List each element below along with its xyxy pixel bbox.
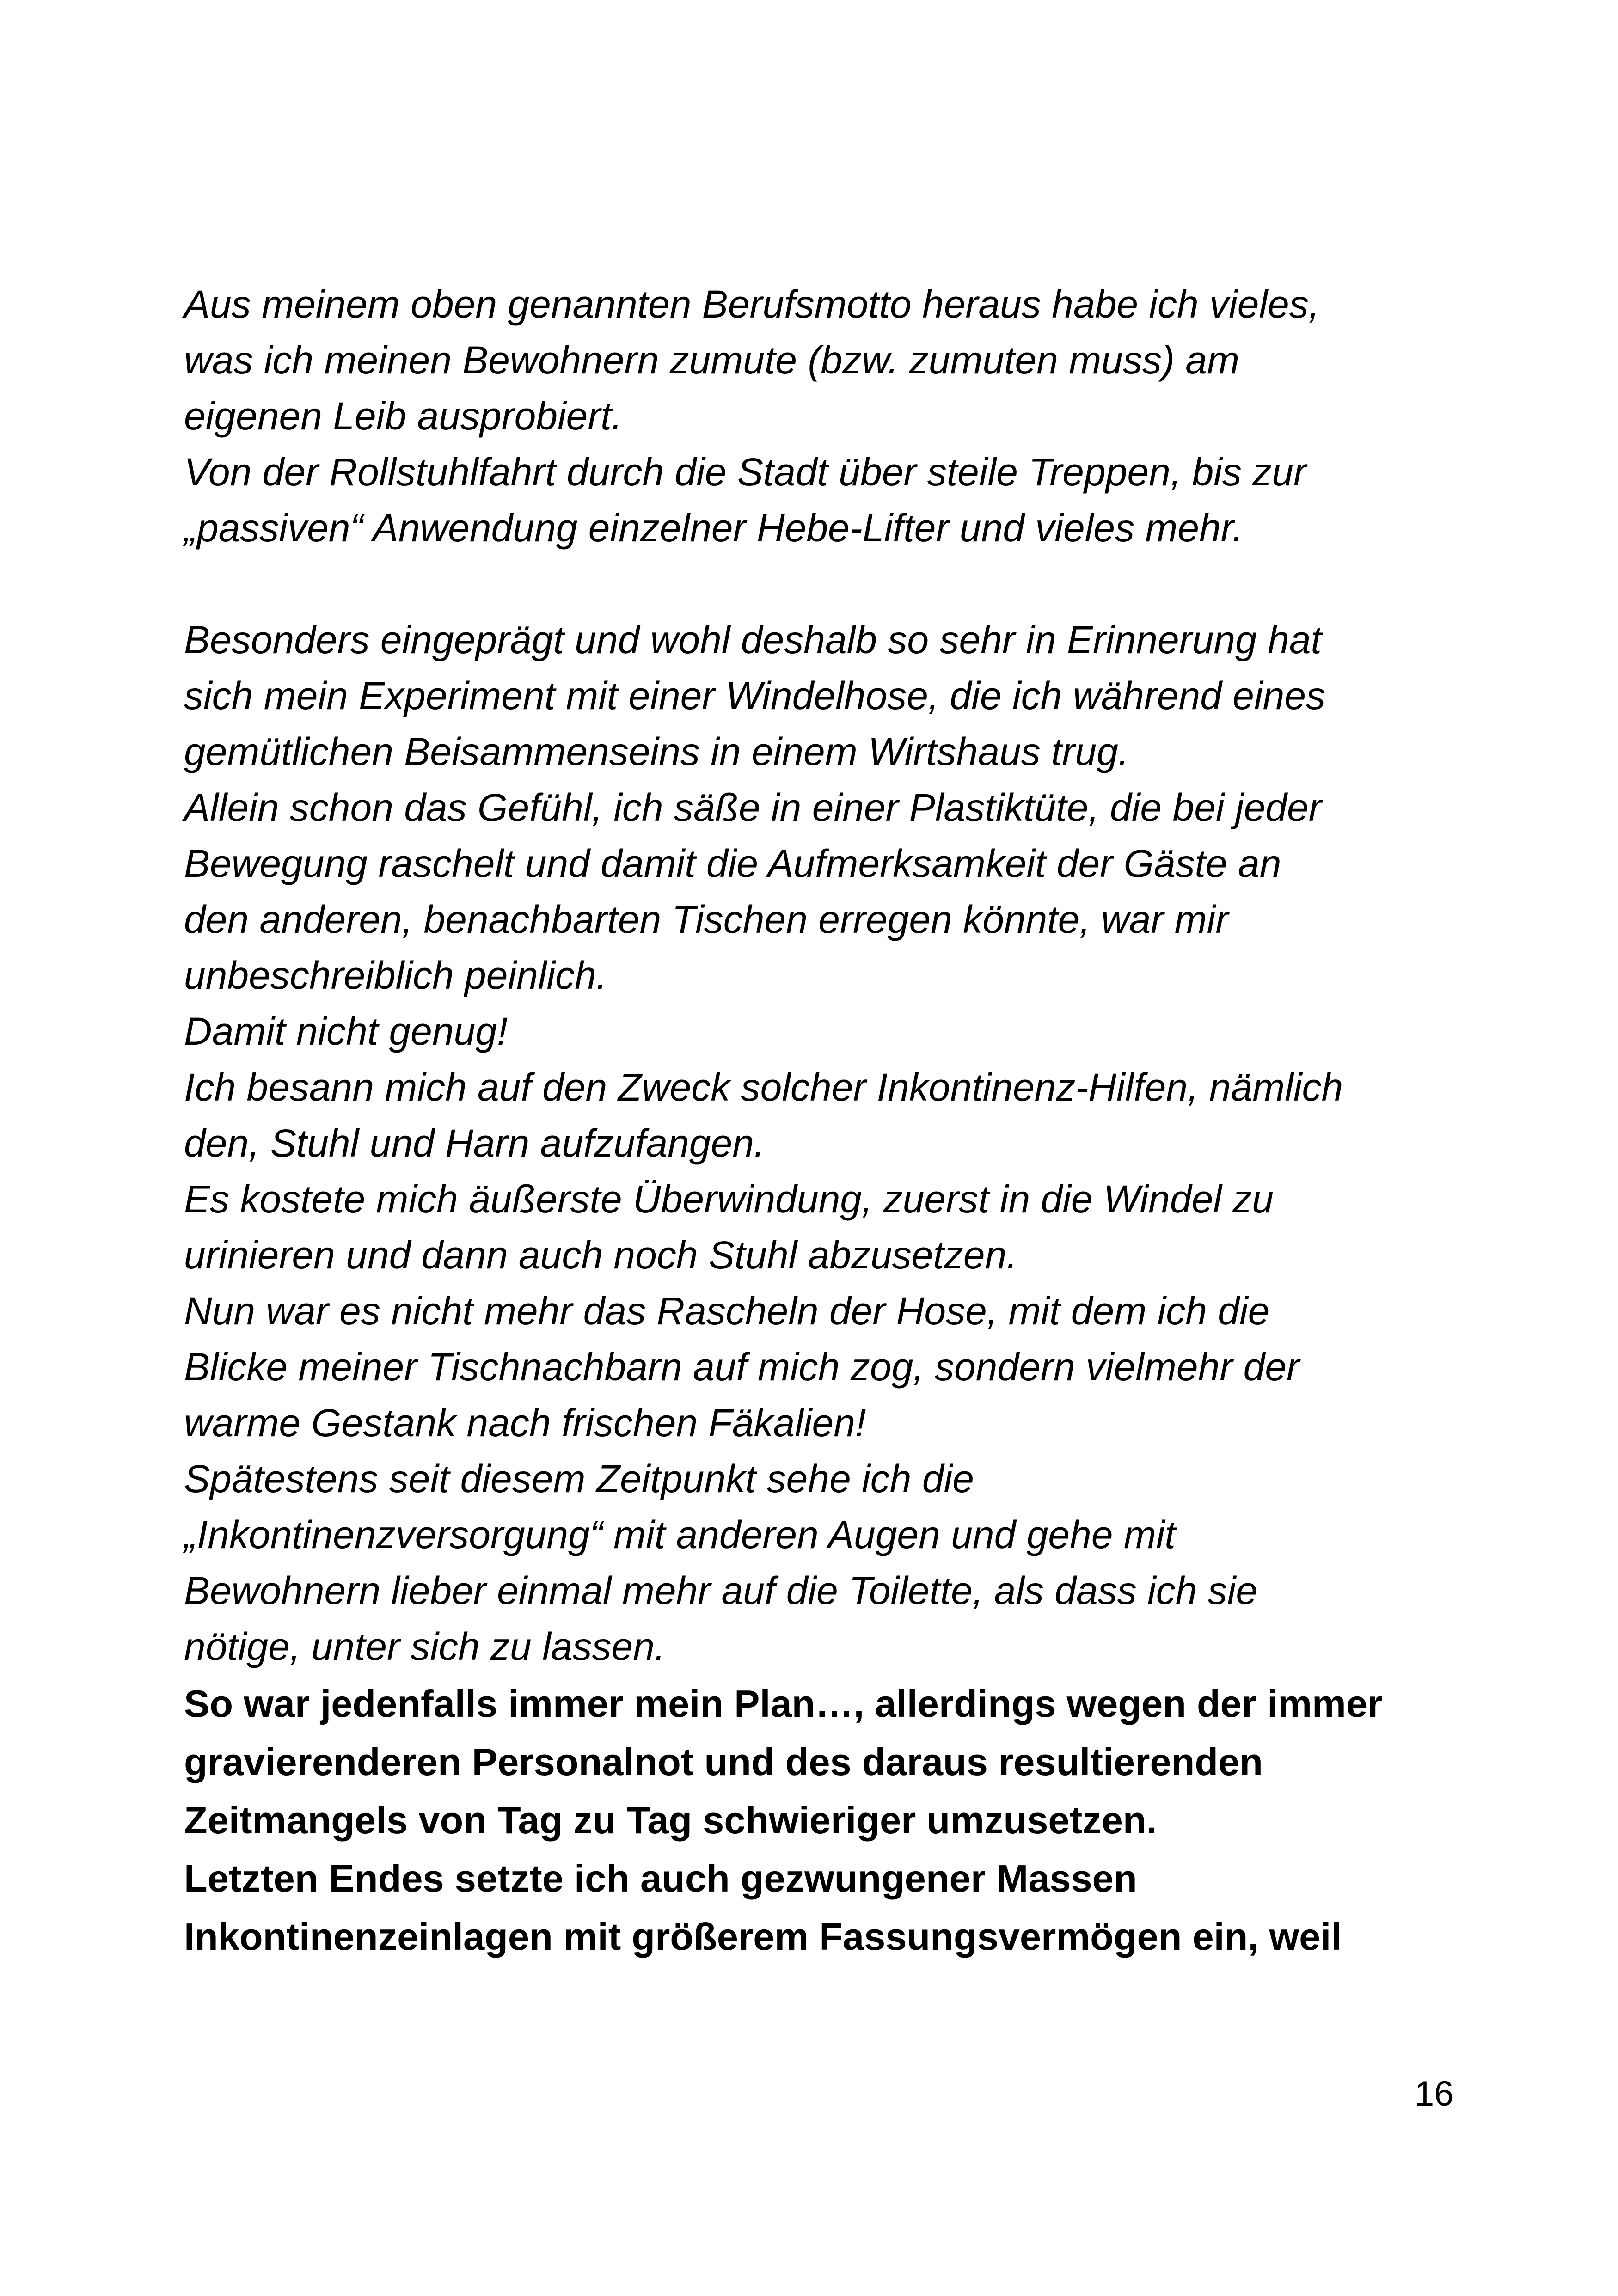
text-line: Aus meinem oben genannten Berufsmotto heraus habe ich vieles,	[184, 282, 1320, 326]
text-line: „passiven“ Anwendung einzelner Hebe-Lifter und vieles mehr.	[184, 506, 1244, 550]
text-line: Ich besann mich auf den Zweck solcher Inkontinenz-Hilfen, nämlich	[184, 1065, 1343, 1109]
text-line: den anderen, benachbarten Tischen erregen könnte, war mir	[184, 898, 1229, 941]
text-line: Letzten Endes setzte ich auch gezwungener Massen	[184, 1857, 1137, 1900]
text-line: Es kostete mich äußerste Überwindung, zuerst in die Windel zu	[184, 1177, 1274, 1221]
text-line: Damit nicht genug!	[184, 1010, 508, 1053]
text-line: Allein schon das Gefühl, ich säße in einer Plastiktüte, die bei jeder	[184, 786, 1322, 829]
text-line: gemütlichen Beisammenseins in einem Wirtshaus trug.	[184, 730, 1129, 773]
body-text	[184, 276, 1478, 1966]
text-line: Blicke meiner Tischnachbarn auf mich zog, sondern vielmehr der	[184, 1345, 1300, 1389]
page-number: 16	[1415, 2074, 1454, 2113]
text-line: sich mein Experiment mit einer Windelhose, die ich während eines	[184, 674, 1326, 717]
text-line: unbeschreiblich peinlich.	[184, 954, 607, 997]
paragraph-spacer	[184, 556, 1478, 612]
text-line: den, Stuhl und Harn aufzufangen.	[184, 1121, 765, 1165]
text-line: Spätestens seit diesem Zeitpunkt sehe ich die	[184, 1457, 974, 1500]
text-line: Bewegung raschelt und damit die Aufmerksamkeit der Gäste an	[184, 842, 1281, 885]
text-line: was ich meinen Bewohnern zumute (bzw. zumuten muss) am	[184, 338, 1239, 382]
text-line: Zeitmangels von Tag zu Tag schwieriger umzusetzen.	[184, 1799, 1157, 1842]
text-line: Besonders eingeprägt und wohl deshalb so sehr in Erinnerung hat	[184, 618, 1322, 661]
text-line: eigenen Leib ausprobiert.	[184, 394, 623, 438]
italic-paragraph-intro	[184, 276, 1478, 556]
text-line: So war jedenfalls immer mein Plan…, allerdings wegen der immer	[184, 1682, 1383, 1725]
italic-paragraph-experiment	[184, 612, 1478, 1675]
text-line: Von der Rollstuhlfahrt durch die Stadt über steile Treppen, bis zur	[184, 450, 1306, 494]
text-line: Nun war es nicht mehr das Rascheln der Hose, mit dem ich die	[184, 1289, 1270, 1333]
text-line: gravierenderen Personalnot und des daraus resultierenden	[184, 1740, 1263, 1783]
text-line: Inkontinenzeinlagen mit größerem Fassungsvermögen ein, weil	[184, 1915, 1342, 1958]
text-line: nötige, unter sich zu lassen.	[184, 1625, 666, 1668]
text-line: Bewohnern lieber einmal mehr auf die Toilette, als dass ich sie	[184, 1569, 1258, 1612]
text-line: „Inkontinenzversorgung“ mit anderen Augen und gehe mit	[184, 1513, 1176, 1556]
bold-paragraph-plan	[184, 1675, 1478, 1966]
text-line: urinieren und dann auch noch Stuhl abzusetzen.	[184, 1233, 1017, 1277]
text-line: warme Gestank nach frischen Fäkalien!	[184, 1401, 866, 1445]
